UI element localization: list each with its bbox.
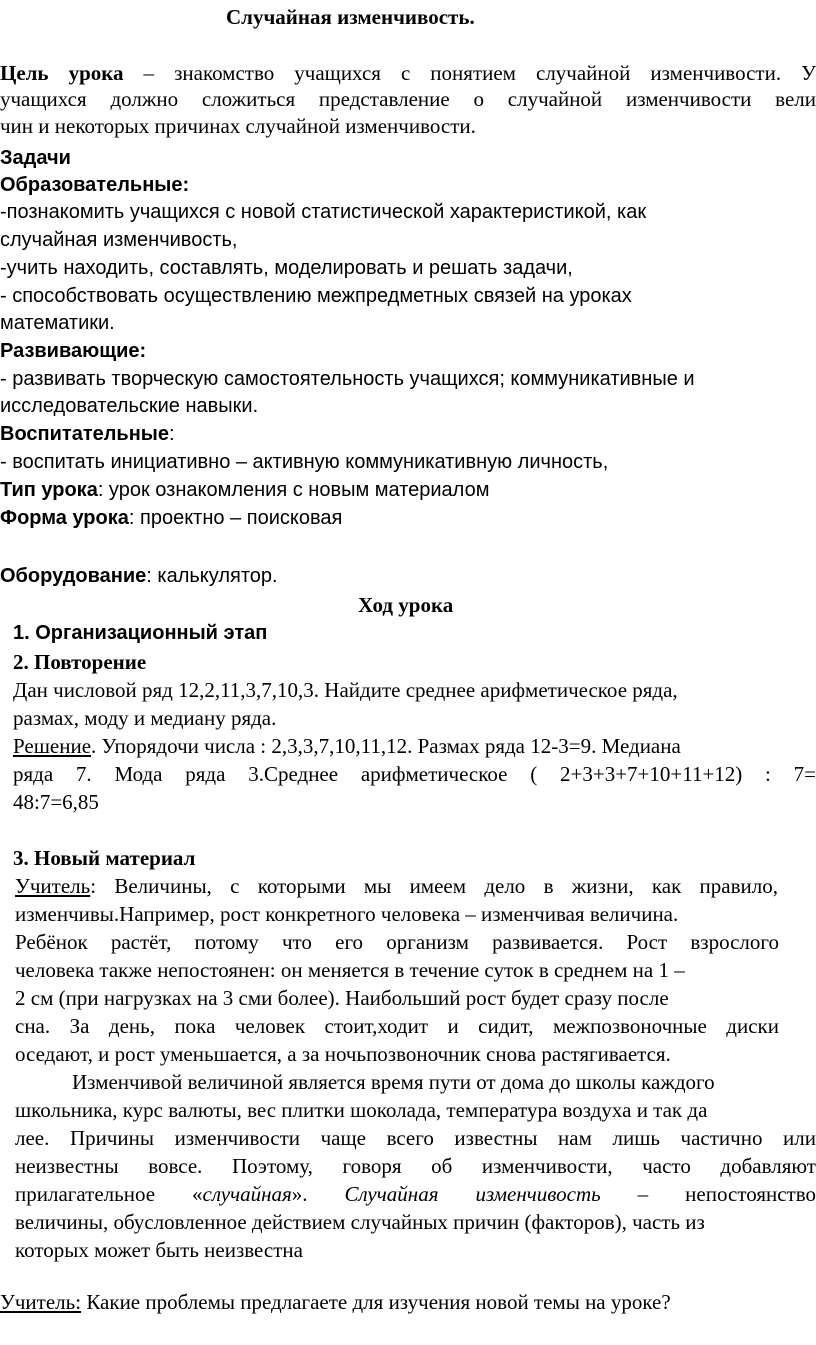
teacher-question: Учитель: Какие проблемы предлагаете для изучения новой темы на уроке? (0, 1290, 671, 1314)
stage-1-heading: 1. Организационный этап (13, 622, 268, 644)
equipment: Оборудование: калькулятор. (0, 565, 278, 587)
developing-line-1: - развивать творческую самостоятельность учащихся; коммуникативные и (0, 368, 695, 390)
new-material-p2-line-7: которых может быть неизвестна (15, 1238, 303, 1262)
developing-heading: Развивающие: (0, 340, 147, 362)
educational-line-1: -познакомить учащихся с новой статистической характеристикой, как (0, 201, 647, 223)
tasks-heading: Задачи (0, 147, 71, 169)
goal-label: Цель урока (0, 61, 124, 85)
educational-line-3: -учить находить, составлять, моделировать и решать задачи, (0, 257, 573, 279)
goal-line-1: Цель урока – знакомство учащихся с понятием случайной изменчивости. У (0, 61, 816, 85)
document-title: Случайная изменчивость. (226, 5, 475, 29)
new-material-line-4: человека также непостоянен: он меняется в течение суток в среднем на 1 – (15, 958, 685, 982)
educational-heading: Образовательные: (0, 174, 190, 196)
new-material-p2-line-4: неизвестны вовсе. Поэтому, говоря об изменчивости, часто добавляют (15, 1154, 816, 1178)
upbringing-line: - воспитать инициативно – активную коммуникативную личность, (0, 451, 609, 473)
course-heading: Ход урока (358, 593, 454, 617)
solution-line-2: ряда 7. Мода ряда 3.Среднее арифметическое ( 2+3+3+7+10+11+12) : 7= (13, 762, 816, 786)
new-material-p2-line-5: прилагательное «случайная». Случайная изменчивость – непостоянство (15, 1182, 816, 1206)
lesson-type: Тип урока: урок ознакомления с новым материалом (0, 479, 490, 501)
educational-line-4: - способствовать осуществлению межпредметных связей на уроках (0, 285, 632, 307)
question-teacher-label: Учитель: (0, 1290, 82, 1314)
teacher-label: Учитель (15, 874, 91, 898)
new-material-line-7: оседают, и рост уменьшается, а за ночьпозвоночник снова растягивается. (15, 1042, 671, 1066)
repeat-task-line-1: Дан числовой ряд 12,2,11,3,7,10,3. Найдите среднее арифметическое ряда, (13, 678, 678, 702)
stage-2-heading: 2. Повторение (13, 650, 147, 674)
new-material-p2-line-6: величины, обусловленное действием случайных причин (факторов), часть из (15, 1210, 705, 1234)
goal-line-2: учащихся должно сложиться представление о случайной изменчивости вели (0, 87, 816, 111)
new-material-p2-line-1: Изменчивой величиной является время пути от дома до школы каждого (72, 1070, 715, 1094)
repeat-task-line-2: размах, моду и медиану ряда. (13, 706, 277, 730)
goal-line-3: чин и некоторых причинах случайной изменчивости. (0, 114, 476, 138)
solution-label: Решение (13, 734, 92, 758)
developing-line-2: исследовательские навыки. (0, 395, 259, 417)
solution-line-3: 48:7=6,85 (13, 790, 99, 814)
new-material-line-6: сна. За день, пока человек стоит,ходит и сидит, межпозвоночные диски (15, 1014, 779, 1038)
new-material-line-2: изменчивы.Например, рост конкретного человека – изменчивая величина. (15, 902, 679, 926)
solution-line-1: Решение. Упорядочи числа : 2,3,3,7,10,11,12. Размах ряда 12-3=9. Медиана (13, 734, 681, 758)
lesson-form: Форма урока: проектно – поисковая (0, 507, 343, 529)
new-material-line-3: Ребёнок растёт, потому что его организм развивается. Рост взрослого (15, 930, 779, 954)
new-material-p2-line-2: школьника, курс валюты, вес плитки шоколада, температура воздуха и так да (15, 1098, 708, 1122)
educational-line-2: случайная изменчивость, (0, 229, 238, 251)
new-material-line-1: Учитель: Величины, с которыми мы имеем дело в жизни, как правило, (15, 874, 778, 898)
new-material-line-5: 2 см (при нагрузках на 3 сми более). Наибольший рост будет сразу после (15, 986, 669, 1010)
stage-3-heading: 3. Новый материал (13, 846, 196, 870)
new-material-p2-line-3: лее. Причины изменчивости чаще всего известны нам лишь частично или (15, 1126, 816, 1150)
educational-line-5: математики. (0, 312, 115, 334)
upbringing-heading: Воспитательные: (0, 423, 175, 445)
